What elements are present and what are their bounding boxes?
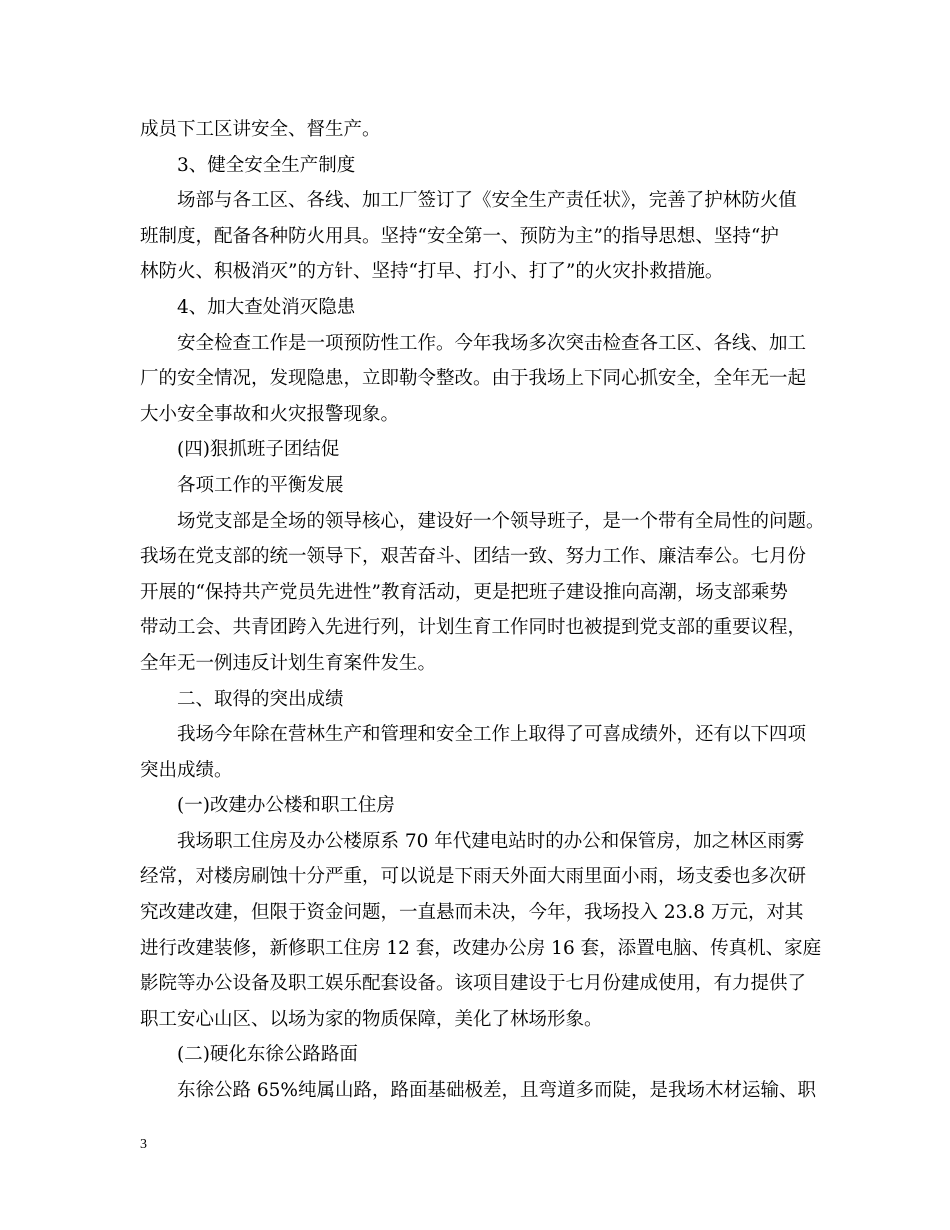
text-line: 经常，对楼房刷蚀十分严重，可以说是下雨天外面大雨里面小雨，场支委也多次研: [140, 866, 807, 888]
text-line: 带动工会、共青团跨入先进行列，计划生育工作同时也被提到党支部的重要议程，: [140, 617, 807, 639]
text-line: 开展的“保持共产党员先进性”教育活动，更是把班子建设推向高潮，场支部乘势: [140, 581, 788, 603]
text-line: 厂的安全情况，发现隐患，立即勒令整改。由于我场上下同心抓安全，全年无一起: [140, 368, 807, 390]
text-line: 我场职工住房及办公楼原系 70 年代建电站时的办公和保管房，加之林区雨雾: [177, 830, 805, 852]
text-line: (一)改建办公楼和职工住房: [177, 795, 395, 817]
text-line: 成员下工区讲安全、督生产。: [140, 119, 381, 140]
text-line: 3、健全安全生产制度: [177, 154, 356, 176]
text-line: 我场今年除在营林生产和管理和安全工作上取得了可喜成绩外，还有以下四项: [177, 724, 807, 746]
text-line: 职工安心山区、以场为家的物质保障，美化了林场形象。: [140, 1008, 603, 1030]
text-line: 影院等办公设备及职工娱乐配套设备。该项目建设于七月份建成使用，有力提供了: [140, 973, 807, 995]
text-line: 东徐公路 65%纯属山路，路面基础极差，且弯道多而陡，是我场木材运输、职: [177, 1080, 817, 1102]
text-line: 班制度，配备各种防火用具。坚持“安全第一、预防为主”的指导思想、坚持“护: [140, 225, 779, 247]
text-line: 进行改建装修，新修职工住房 12 套，改建办公房 16 套，添置电脑、传真机、家庭: [140, 937, 822, 959]
text-line: 二、取得的突出成绩: [177, 688, 344, 710]
text-line: (四)狠抓班子团结促: [177, 439, 340, 461]
page-number: 3: [140, 1137, 147, 1152]
text-line: 突出成绩。: [140, 759, 233, 781]
text-line: 林防火、积极消灭”的方针、坚持“打早、打小、打了”的火灾扑救措施。: [140, 261, 724, 283]
text-line: 大小安全事故和火灾报警现象。: [140, 403, 400, 425]
text-line: 各项工作的平衡发展: [177, 474, 344, 496]
text-line: 我场在党支部的统一领导下，艰苦奋斗、团结一致、努力工作、廉洁奉公。七月份: [140, 546, 807, 568]
text-line: 全年无一例违反计划生育案件发生。: [140, 652, 437, 674]
text-line: (二)硬化东徐公路路面: [177, 1044, 358, 1066]
text-line: 场部与各工区、各线、加工厂签订了《安全生产责任状》，完善了护林防火值: [177, 190, 797, 212]
document-body: [140, 112, 825, 1109]
text-line: 4、加大查处消灭隐患: [177, 296, 356, 318]
text-line: 安全检查工作是一项预防性工作。今年我场多次突击检查各工区、各线、加工: [177, 332, 807, 354]
text-line: 场党支部是全场的领导核心，建设好一个领导班子，是一个带有全局性的问题。: [177, 510, 825, 532]
text-line: 究改建改建，但限于资金问题，一直悬而未决，今年，我场投入 23.8 万元，对其: [140, 902, 804, 924]
